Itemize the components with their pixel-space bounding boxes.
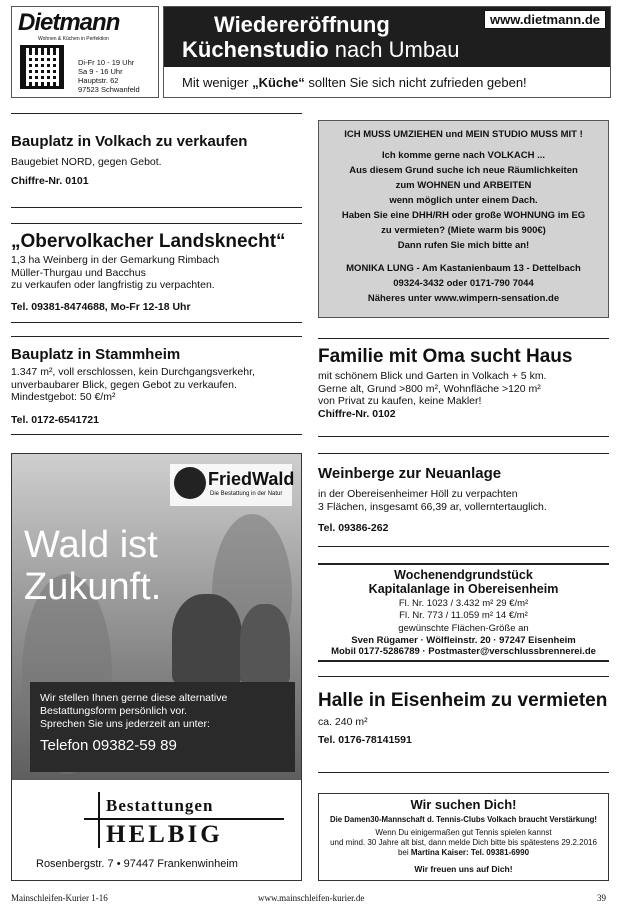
helbig-logo: Bestattungen HELBIG — [84, 792, 284, 848]
footer-url-link[interactable]: www.mainschleifen-kurier.de — [258, 893, 365, 903]
ad-body: in der Obereisenheimer Höll zu verpachten 3 Flächen, insgesamt 66,39 ar, vollerntertauglich. — [318, 488, 547, 513]
divider — [318, 660, 609, 662]
ad-body: Wenn Du einigermaßen gut Tennis spielen kannst und mind. 30 Jahre alt bist, dann melde Dich bitte bis spätestens 29.2.2016 bei Martina Kaiser: Tel. 09381-6990 — [330, 828, 597, 857]
ad-body: Ich komme gerne nach VOLKACH ... Aus diesem Grund suche ich neue Räumlichkeiten zum WOHNEN und ARBEITEN wenn möglich unter einem Dach. Haben Sie eine DHH/RH oder große WOHNUNG im EG zu vermieten? (Miete warm bis 900€) Dann rufen Sie mich bitte an! — [341, 150, 586, 251]
divider — [11, 322, 302, 323]
banner-subtitle: Küchenstudio nach Umbau — [182, 37, 460, 62]
footer-publication: Mainschleifen-Kurier 1-16 — [11, 893, 108, 903]
divider — [11, 336, 302, 337]
classified-ad — [318, 346, 609, 420]
banner-slogan: Mit weniger „Küche“ sollten Sie sich nicht zufrieden geben! — [182, 75, 527, 90]
ad-body: ca. 240 m² — [318, 716, 368, 728]
divider — [318, 563, 609, 565]
divider — [318, 676, 609, 677]
ad-title: Familie mit Oma sucht Haus — [318, 346, 573, 367]
helbig-address: Rosenbergstr. 7 • 97447 Frankenwinheim — [36, 858, 238, 870]
dietmann-logo-box — [11, 6, 159, 98]
ad-title: „Obervolkacher Landsknecht“ — [11, 231, 286, 252]
friedwald-phone[interactable]: Telefon 09382-59 89 — [40, 737, 177, 754]
ad-closing: Wir freuen uns auf Dich! — [414, 864, 513, 874]
ad-body: mit schönem Blick und Garten in Volkach + 5 km. Gerne alt, Grund >800 m², Wohnfläche >120 m² von Privat zu kaufen, keine Makler! — [318, 370, 547, 407]
ad-title: Bauplatz in Volkach zu verkaufen — [11, 133, 248, 150]
divider — [318, 338, 609, 339]
divider — [11, 207, 302, 208]
banner-dark-band — [164, 7, 610, 67]
divider — [11, 434, 302, 435]
ad-body: 1,3 ha Weinberg in der Gemarkung Rimbach Müller-Thurgau und Bacchus zu verkaufen oder langfristig zu verpachten. — [11, 254, 220, 291]
ad-body: Fl. Nr. 1023 / 3.432 m² 29 €/m² Fl. Nr. 773 / 11.059 m² 14 €/m² gewünschte Flächen-Größe an — [398, 598, 529, 634]
girl-figure — [240, 604, 290, 684]
friedwald-logo: FriedWald Die Bestattung in der Natur — [170, 464, 292, 506]
ad-contact: Chiffre-Nr. 0102 — [318, 407, 396, 420]
tree-emblem-icon — [174, 467, 206, 499]
ad-body: Baugebiet NORD, gegen Gebot. — [11, 156, 162, 168]
classified-ad — [318, 465, 609, 534]
friedwald-info-box: Wir stellen Ihnen gerne diese alternative Bestattungsform persönlich vor. Sprechen Sie uns jederzeit an unter: Telefon 09382-59 89 — [30, 682, 295, 772]
friedwald-headline: Wald ist Zukunft. — [24, 524, 162, 608]
dietmann-logo-subtitle: Wohnen & Küchen in Perfektion — [38, 36, 109, 42]
land-sale-ad — [318, 568, 609, 658]
man-figure — [172, 594, 242, 684]
divider — [318, 436, 609, 437]
divider — [318, 546, 609, 547]
ad-contact: Tel. 09386-262 — [318, 522, 389, 534]
ad-contact: Sven Rügamer · Wölfleinstr. 20 · 97247 Eisenheim Mobil 0177-5286789 · Postmaster@verschlussbrennerei.de — [331, 634, 596, 657]
classified-ad — [11, 133, 302, 187]
dietmann-url-link[interactable]: www.dietmann.de — [484, 10, 606, 29]
dietmann-logo: Dietmann — [18, 9, 120, 36]
banner-title: Wiedereröffnung — [214, 12, 390, 37]
ad-contact: Tel. 0172-6541721 — [11, 413, 99, 426]
ad-title: Weinberge zur Neuanlage — [318, 465, 502, 482]
divider — [11, 113, 302, 114]
classified-ad — [11, 346, 302, 426]
ad-title: Halle in Eisenheim zu vermieten — [318, 690, 608, 711]
ad-title: Wochenendgrundstück Kapitalanlage in Obereisenheim — [368, 568, 559, 596]
opening-hours: Di-Fr 10 - 19 Uhr Sa 9 - 16 Uhr Hauptstr. 62 97523 Schwanfeld — [78, 58, 140, 94]
divider — [11, 223, 302, 224]
divider — [318, 772, 609, 773]
ad-subtitle: Die Damen30-Mannschaft d. Tennis-Clubs Volkach braucht Verstärkung! — [329, 815, 598, 824]
ad-contact: Chiffre-Nr. 0101 — [11, 174, 89, 187]
ad-body: 1.347 m², voll erschlossen, kein Durchgangsverkehr, unverbaubarer Blick, gegen Gebot zu verkaufen. Mindestgebot: 50 €/m² — [11, 366, 255, 403]
divider — [318, 453, 609, 454]
friedwald-ad — [11, 453, 302, 881]
dietmann-banner — [163, 6, 611, 98]
ad-title: Wir suchen Dich! — [410, 797, 517, 812]
ad-contact: MONIKA LUNG - Am Kastanienbaum 13 - Dettelbach 09324-3432 oder 0171-790 7044 Näheres unter www.wimpern-sensation.de — [346, 263, 581, 304]
classified-ad — [11, 231, 302, 313]
moving-studio-ad — [318, 120, 609, 318]
classified-ad — [318, 690, 609, 746]
tennis-club-ad — [318, 793, 609, 881]
qr-code-icon[interactable] — [20, 45, 64, 89]
ad-title: Bauplatz in Stammheim — [11, 346, 181, 363]
page-number: 39 — [597, 893, 606, 903]
ad-contact: Tel. 09381-8474688, Mo-Fr 12-18 Uhr — [11, 300, 191, 313]
ad-contact: Tel. 0176-78141591 — [318, 733, 412, 746]
ad-head: ICH MUSS UMZIEHEN und MEIN STUDIO MUSS MIT ! — [344, 129, 583, 140]
